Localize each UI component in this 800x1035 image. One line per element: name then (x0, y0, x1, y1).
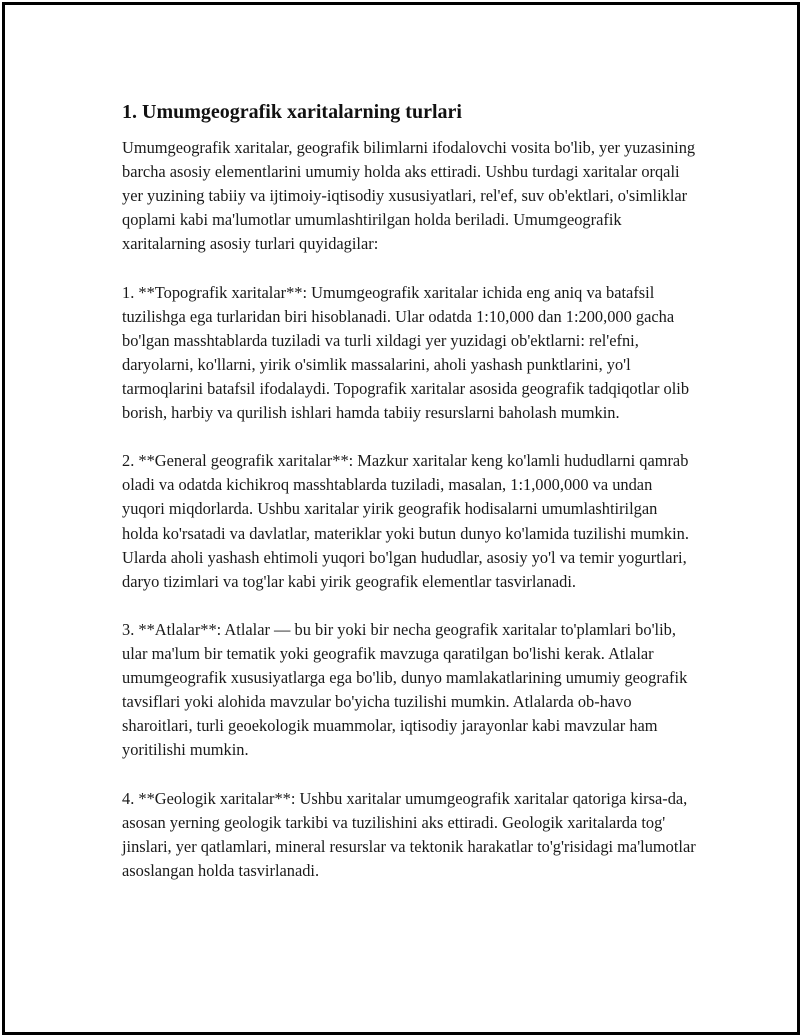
paragraph-general-geographic-maps: 2. **General geografik xaritalar**: Mazkur xaritalar keng ko'lamli hududlarni qamrab oladi va odatda kichikroq masshtablarda tuziladi, masalan, 1:1,000,000 va undan yuqori miqdorlarda. Ushbu xaritalar yirik geografik hodisalarni umumlashtirilgan holda ko'rsatadi va davlatlar, materiklar yoki butun dunyo ko'lamida tuzilishi mumkin. Ularda aholi yashash ehtimoli yuqori bo'lgan hududlar, asosiy yo'l va temir yogurtlari, daryo tizimlari va tog'lar kabi yirik geografik elementlar tasvirlanadi. (122, 451, 689, 591)
intro-paragraph: Umumgeografik xaritalar, geografik bilimlarni ifodalovchi vosita bo'lib, yer yuzasining barcha asosiy elementlarini umumiy holda aks ettiradi. Ushbu turdagi xaritalar orqali yer yuzining tabiiy va ijtimoiy-iqtisodiy xususiyatlari, rel'ef, suv ob'ektlari, o'simliklar qoplami kabi ma'lumotlar umumlashtirilgan holda beriladi. Umumgeografik xaritalarning asosiy turlari quyidagilar: (122, 138, 696, 254)
page-frame (2, 2, 800, 1035)
paragraph-topographic-maps: 1. **Topografik xaritalar**: Umumgeografik xaritalar ichida eng aniq va batafsil tuzilishga ega turlaridan biri hisoblanadi. Ular odatda 1:10,000 dan 1:200,000 gacha bo'lgan masshtablarda tuziladi va turli xildagi yer yuzidagi ob'ektlarni: rel'efni, daryolarni, ko'llarni, yirik o'simlik massalarini, aholi yashash punktlarini, yo'l tarmoqlarini batafsil ifodalaydi. Topografik xaritalar asosida geografik tadqiqotlar olib borish, harbiy va qurilish ishlari hamda tabiiy resurslarni baholash mumkin. (122, 282, 690, 423)
paragraph-atlases: 3. **Atlalar**: Atlalar — bu bir yoki bir necha geografik xaritalar to'plamlari bo'lib, ular ma'lum bir tematik yoki geografik mavzuga qaratilgan bo'lishi kerak. Atlalar umumgeografik xususiyatlarga ega bo'lib, dunyo mamlakatlarining umumiy geografik tavsiflari yoki alohida mavzular bo'yicha tuzilishi mumkin. Atlalarda ob-havo sharoitlari, turli geoekologik muammolar, iqtisodiy jarayonlar kabi mavzular ham yoritilishi mumkin. (122, 619, 688, 760)
paragraph-geologic-maps: 4. **Geologik xaritalar**: Ushbu xaritalar umumgeografik xaritalar qatoriga kirsa-da, asosan yerning geologik tarkibi va tuzilishini aks ettiradi. Geologik xaritalarda tog' jinslari, yer qatlamlari, mineral resurslar va tektonik harakatlar to'g'risidagi ma'lumotlar asoslangan holda tasvirlanadi. (122, 788, 696, 880)
document-body (122, 98, 697, 907)
document-title: 1. Umumgeografik xaritalarning turlari (122, 101, 462, 123)
